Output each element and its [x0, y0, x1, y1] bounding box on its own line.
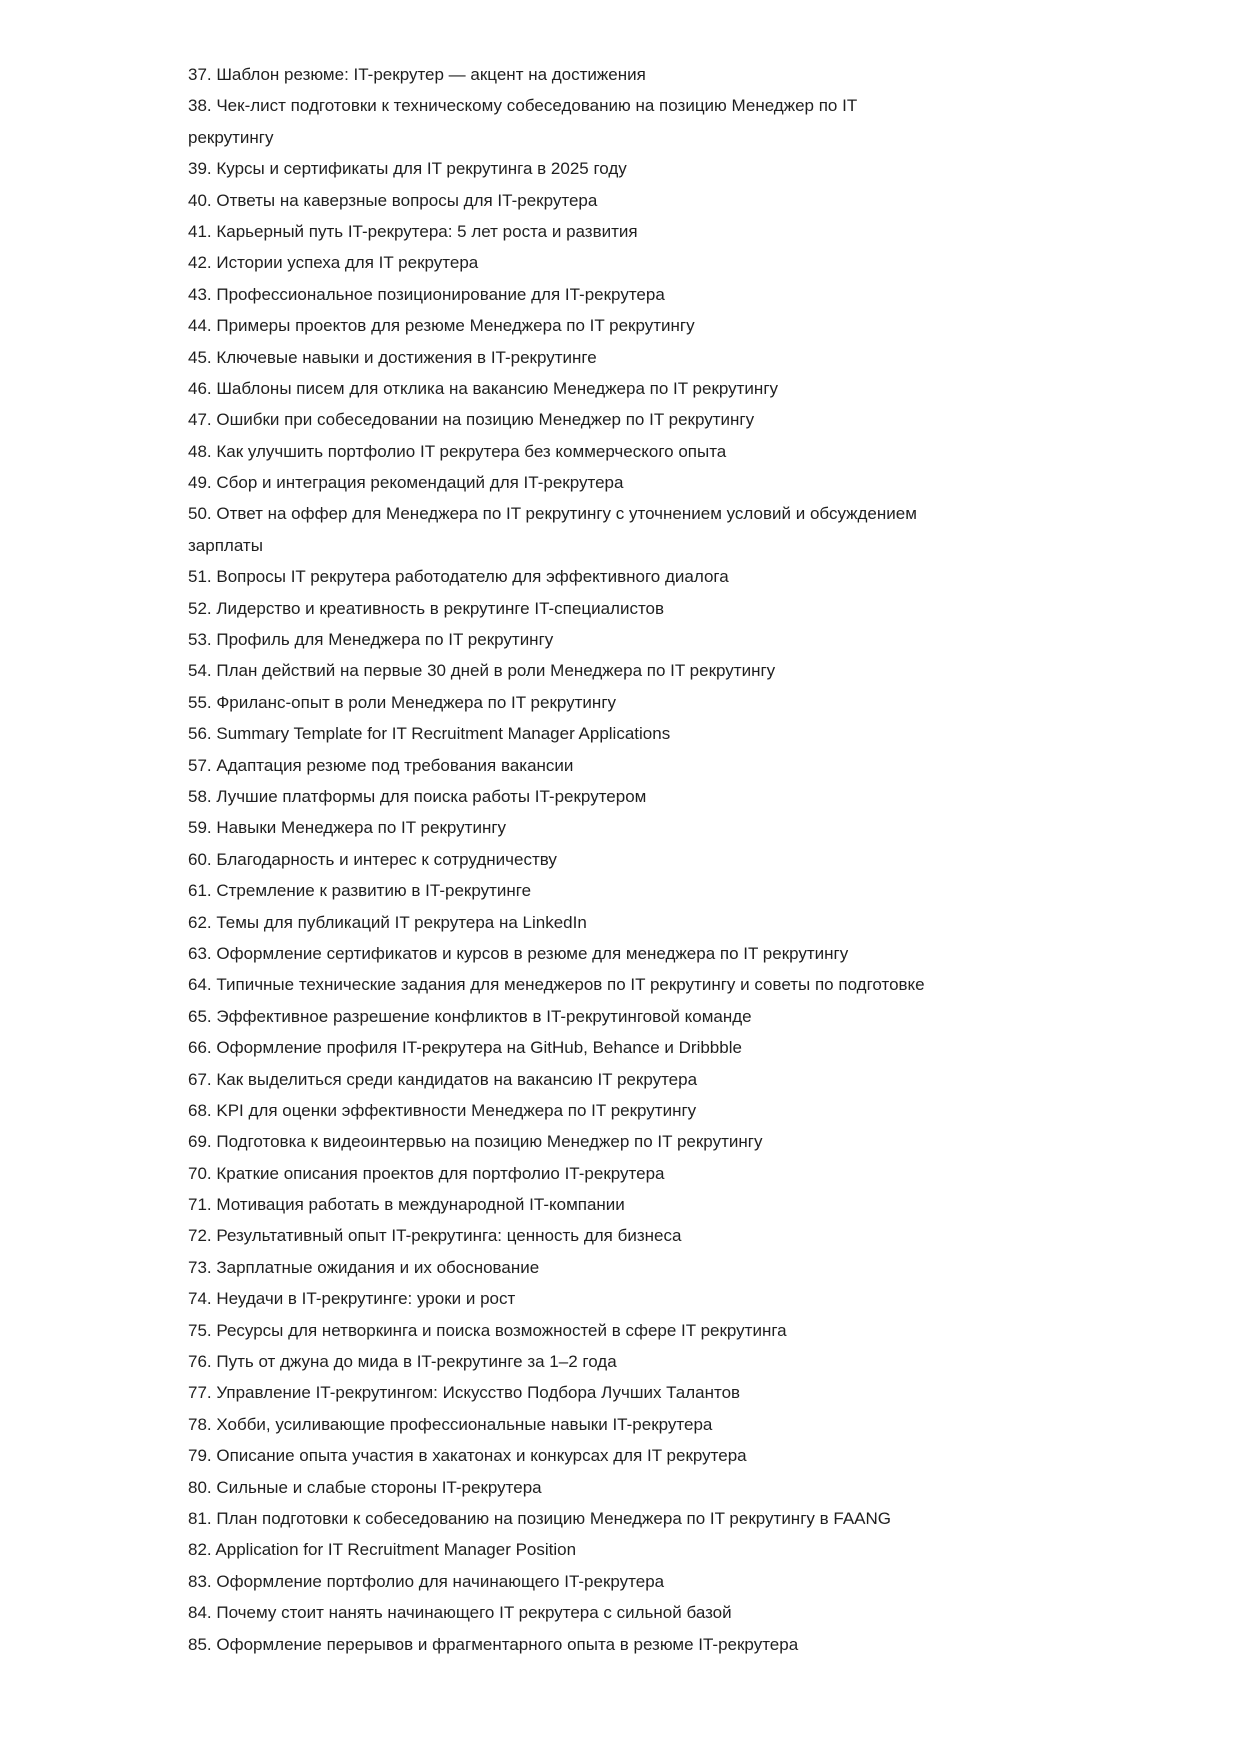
list-item-text: 83. Оформление портфолио для начинающего IT-рекрутера: [188, 1571, 665, 1591]
list-item-text: 38. Чек-лист подготовки к техническому собеседованию на позицию Менеджер по IT: [188, 96, 858, 116]
list-item: [188, 1252, 1088, 1283]
list-item-text: 54. План действий на первые 30 дней в роли Менеджера по IT рекрутингу: [188, 661, 776, 681]
list-item-text: 56. Summary Template for IT Recruitment Manager Applications: [188, 724, 671, 744]
list-item-text: 69. Подготовка к видеоинтервью на позицию Менеджер по IT рекрутингу: [188, 1132, 763, 1152]
list-item-text: 72. Результативный опыт IT-рекрутинга: ценность для бизнеса: [188, 1226, 682, 1246]
list-item: [188, 1629, 1088, 1660]
list-item-text: 81. План подготовки к собеседованию на позицию Менеджера по IT рекрутингу в FAANG: [188, 1508, 892, 1528]
list-item: [188, 750, 1088, 781]
list-item-text: 55. Фриланс-опыт в роли Менеджера по IT рекрутингу: [188, 692, 617, 712]
list-item-text: 75. Ресурсы для нетворкинга и поиска возможностей в сфере IT рекрутинга: [188, 1320, 787, 1340]
list-item: [188, 1472, 1088, 1503]
list-item-text: 52. Лидерство и креативность в рекрутинге IT-специалистов: [188, 598, 665, 618]
list-item: [188, 1566, 1088, 1597]
list-item-text: 45. Ключевые навыки и достижения в IT-рекрутинге: [188, 347, 597, 367]
list-item-text: 84. Почему стоит нанять начинающего IT рекрутера с сильной базой: [188, 1603, 732, 1623]
list-item-text: 46. Шаблоны писем для отклика на вакансию Менеджера по IT рекрутингу: [188, 378, 779, 398]
list-item: [188, 1126, 1088, 1157]
list-item-text: 70. Краткие описания проектов для портфолио IT-рекрутера: [188, 1163, 665, 1183]
list-item-text: 61. Стремление к развитию в IT-рекрутинге: [188, 881, 532, 901]
list-item: [188, 342, 1088, 373]
list-item-text: 37. Шаблон резюме: IT-рекрутер — акцент на достижения: [188, 65, 646, 84]
list-item: [188, 593, 1088, 624]
list-item: [188, 561, 1088, 592]
list-item: [188, 90, 1088, 153]
list-item: [188, 812, 1088, 843]
list-item-text: 58. Лучшие платформы для поиска работы IT-рекрутером: [188, 786, 647, 806]
list-item: [188, 1001, 1088, 1032]
document-list: [188, 59, 1088, 1660]
list-item-text: 79. Описание опыта участия в хакатонах и конкурсах для IT рекрутера: [188, 1446, 747, 1466]
list-item-text: 60. Благодарность и интерес к сотрудничеству: [188, 849, 557, 869]
list-item-text: 66. Оформление профиля IT-рекрутера на GitHub, Behance и Dribbble: [188, 1038, 742, 1058]
list-item: [188, 310, 1088, 341]
list-item: [188, 624, 1088, 655]
list-item: [188, 969, 1088, 1000]
list-item-text: 73. Зарплатные ожидания и их обоснование: [188, 1257, 540, 1277]
list-item: [188, 781, 1088, 812]
list-item: [188, 875, 1088, 906]
list-item: [188, 938, 1088, 969]
list-item: [188, 1032, 1088, 1063]
list-item: [188, 436, 1088, 467]
list-item: [188, 1220, 1088, 1251]
list-item-text: 53. Профиль для Менеджера по IT рекрутингу: [188, 630, 554, 650]
list-item: [188, 687, 1088, 718]
list-item: [188, 1440, 1088, 1471]
list-item-text: 47. Ошибки при собеседовании на позицию Менеджер по IT рекрутингу: [188, 410, 755, 430]
list-item-text: 44. Примеры проектов для резюме Менеджера по IT рекрутингу: [188, 316, 695, 336]
list-item: [188, 1377, 1088, 1408]
list-item-text: 62. Темы для публикаций IT рекрутера на LinkedIn: [188, 912, 587, 932]
list-item-text: 48. Как улучшить портфолио IT рекрутера без коммерческого опыта: [188, 441, 727, 461]
list-item-text: 63. Оформление сертификатов и курсов в резюме для менеджера по IT рекрутингу: [188, 943, 849, 963]
list-item: [188, 1064, 1088, 1095]
list-item: [188, 1503, 1088, 1534]
list-item: [188, 216, 1088, 247]
list-item: [188, 467, 1088, 498]
list-item: [188, 655, 1088, 686]
list-item-text: 39. Курсы и сертификаты для IT рекрутинга в 2025 году: [188, 159, 627, 179]
list-item: [188, 718, 1088, 749]
list-item: [188, 1597, 1088, 1628]
list-item-text: 43. Профессиональное позиционирование для IT-рекрутера: [188, 284, 665, 304]
list-item-continuation: рекрутингу: [188, 127, 274, 147]
list-item: [188, 844, 1088, 875]
list-item-text: 82. Application for IT Recruitment Manager Position: [188, 1540, 577, 1560]
list-item: [188, 907, 1088, 938]
list-item: [188, 1158, 1088, 1189]
list-item-text: 64. Типичные технические задания для менеджеров по IT рекрутингу и советы по подготовке: [188, 975, 925, 995]
list-item: [188, 153, 1088, 184]
list-item-text: 76. Путь от джуна до мида в IT-рекрутинге за 1–2 года: [188, 1352, 617, 1372]
list-item-text: 80. Сильные и слабые стороны IT-рекрутера: [188, 1477, 542, 1497]
list-item: [188, 404, 1088, 435]
list-item: [188, 247, 1088, 278]
list-item-text: 42. Истории успеха для IT рекрутера: [188, 253, 479, 273]
list-item: [188, 373, 1088, 404]
list-item-text: 85. Оформление перерывов и фрагментарного опыта в резюме IT-рекрутера: [188, 1634, 799, 1654]
list-item-text: 68. KPI для оценки эффективности Менеджера по IT рекрутингу: [188, 1100, 697, 1120]
list-item-text: 40. Ответы на каверзные вопросы для IT-рекрутера: [188, 190, 598, 210]
list-item: [188, 1534, 1088, 1565]
list-item: [188, 185, 1088, 216]
list-item: [188, 498, 1088, 561]
list-item-text: 51. Вопросы IT рекрутера работодателю для эффективного диалога: [188, 567, 729, 587]
list-item: [188, 1189, 1088, 1220]
list-item-text: 50. Ответ на оффер для Менеджера по IT рекрутингу с уточнением условий и обсуждением: [188, 504, 917, 524]
list-item: [188, 1315, 1088, 1346]
list-item-continuation: зарплаты: [188, 535, 263, 555]
list-item: [188, 279, 1088, 310]
list-item-text: 78. Хобби, усиливающие профессиональные навыки IT-рекрутера: [188, 1414, 713, 1434]
list-item-text: 67. Как выделиться среди кандидатов на вакансию IT рекрутера: [188, 1069, 698, 1089]
list-item: [188, 1346, 1088, 1377]
list-item: [188, 59, 1088, 90]
list-item-text: 77. Управление IT-рекрутингом: Искусство Подбора Лучших Талантов: [188, 1383, 741, 1403]
list-item: [188, 1283, 1088, 1314]
list-item-text: 49. Сбор и интеграция рекомендаций для IT-рекрутера: [188, 473, 624, 493]
list-item-text: 41. Карьерный путь IT-рекрутера: 5 лет роста и развития: [188, 221, 638, 241]
list-item-text: 59. Навыки Менеджера по IT рекрутингу: [188, 818, 507, 838]
list-item: [188, 1409, 1088, 1440]
list-item-text: 57. Адаптация резюме под требования вакансии: [188, 755, 574, 775]
list-item-text: 71. Мотивация работать в международной IT-компании: [188, 1195, 625, 1215]
list-item-text: 74. Неудачи в IT-рекрутинге: уроки и рост: [188, 1289, 516, 1309]
list-item: [188, 1095, 1088, 1126]
list-item-text: 65. Эффективное разрешение конфликтов в IT-рекрутинговой команде: [188, 1006, 752, 1026]
